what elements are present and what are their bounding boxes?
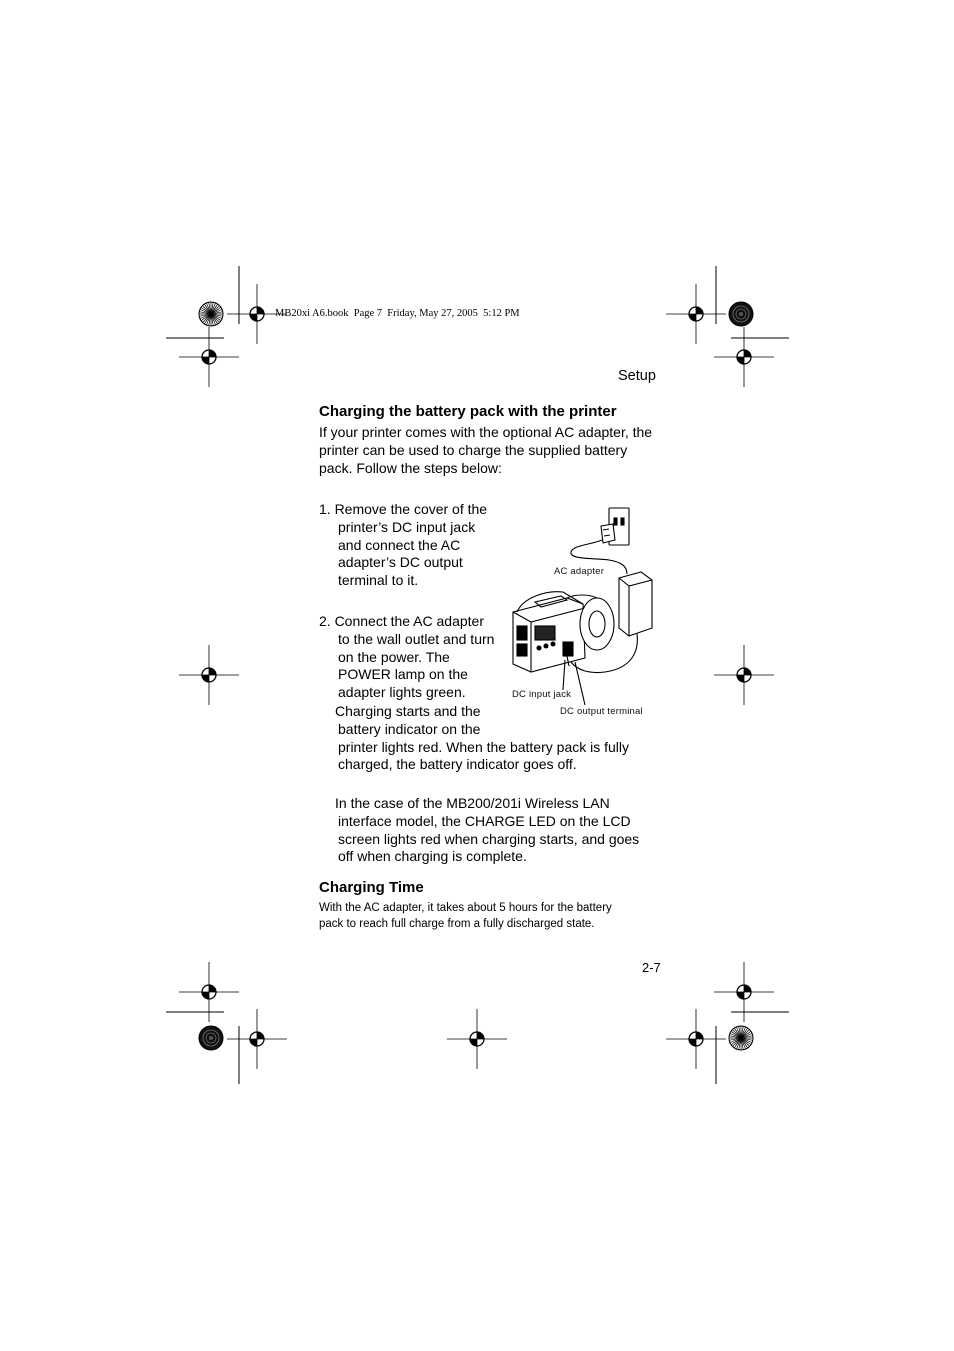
label-dc-output-terminal: DC output terminal [560,706,643,717]
paragraph-line: charged, the battery indicator goes off. [338,756,577,773]
section-heading-charging-time: Charging Time [319,879,424,896]
paragraph-line: In the case of the MB200/201i Wireless LAN [335,795,610,811]
step-line: 1. Remove the cover of the [319,501,488,517]
step-line: and connect the AC [338,536,461,553]
step-line: to the wall outlet and turn [338,630,495,647]
paragraph-line: screen lights red when charging starts, and goes [338,830,640,847]
paragraph-line: With the AC adapter, it takes about 5 hours for the battery [319,902,612,914]
step-1 [319,501,487,590]
step-line: POWER lamp on the [338,666,468,683]
file-slug: MB20xi A6.book Page 7 Friday, May 27, 2005 5:12 PM [275,308,520,319]
intro-line: pack. Follow the steps below: [319,459,502,476]
charging-time-paragraph [319,900,612,932]
intro-line: printer can be used to charge the supplied battery [319,441,628,458]
wireless-note [319,795,639,866]
paragraph-line: printer lights red. When the battery pack is fully [338,738,630,755]
step-line: printer’s DC input jack [338,518,476,535]
running-head: Setup [618,368,656,384]
label-ac-adapter: AC adapter [554,566,605,577]
step-line: adapter lights green. [338,684,466,701]
step-line: 2. Connect the AC adapter [319,613,484,629]
paragraph-line: off when charging is complete. [338,848,527,865]
step-line: adapter’s DC output [338,554,463,571]
paragraph-line: pack to reach full charge from a fully discharged state. [319,918,595,930]
step-line: terminal to it. [338,572,419,589]
paragraph-line: Charging starts and the [335,703,481,719]
intro-line: If your printer comes with the optional AC adapter, the [319,424,653,440]
page-number: 2-7 [642,960,661,975]
step-line: on the power. The [338,648,450,665]
step-2 [319,613,494,702]
paragraph-line: interface model, the CHARGE LED on the LCD [338,812,631,829]
section-heading-charging-battery: Charging the battery pack with the printer [319,403,617,420]
intro-paragraph [319,424,652,477]
paragraph-line: battery indicator on the [338,720,481,737]
label-dc-input-jack: DC input jack [512,689,572,700]
